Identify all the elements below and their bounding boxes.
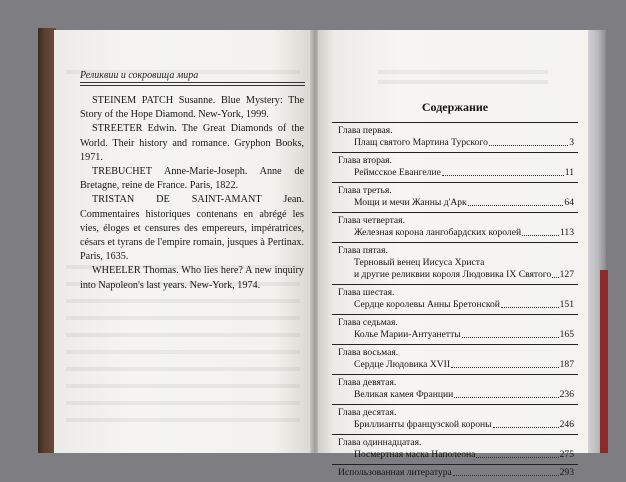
toc-chapter-label: Глава вторая. bbox=[338, 155, 392, 166]
bleed-through bbox=[66, 299, 300, 303]
toc-leader bbox=[462, 329, 559, 338]
toc-line-text: Использованная литература bbox=[338, 467, 452, 478]
bleed-through bbox=[66, 418, 300, 422]
bleed-through bbox=[66, 316, 300, 320]
toc-chapter-label: Глава одиннадцатая. bbox=[338, 437, 422, 448]
toc-chapter-label: Глава третья. bbox=[338, 185, 392, 196]
toc-entries bbox=[332, 123, 578, 465]
toc-leader bbox=[451, 359, 559, 368]
toc-line bbox=[332, 197, 578, 209]
bibliography-item: STREETER Edwin. The Great Diamonds of the World. Their history and romance. Gryphon Books, 1971. bbox=[80, 123, 304, 163]
toc-chapter-label: Глава шестая. bbox=[338, 287, 395, 298]
toc-page-number: 127 bbox=[559, 269, 574, 280]
toc-leader bbox=[493, 419, 559, 428]
toc-leader bbox=[468, 197, 564, 206]
toc-line-text: Реймсское Евангелие bbox=[354, 167, 441, 178]
toc-page-number: 293 bbox=[559, 467, 574, 478]
toc-line-text: Мощи и мечи Жанны д'Арк bbox=[354, 197, 467, 208]
toc-chapter-label: Глава первая. bbox=[338, 125, 393, 136]
toc-line bbox=[332, 299, 578, 311]
bibliography-item: TRISTAN DE SAINT-AMANT Jean. Commentaires historiques contenans en abrégé les vies, éloges et censures des empereurs, impératrices, césars et tyrans de l'empire romain, jusques à Pertinax. Paris, 1635. bbox=[80, 194, 304, 263]
toc-title: Содержание bbox=[421, 100, 489, 114]
toc-line bbox=[332, 449, 578, 461]
toc-page-number: 11 bbox=[564, 167, 574, 178]
toc-page-number: 275 bbox=[559, 449, 574, 460]
toc-page-number: 3 bbox=[569, 137, 574, 148]
toc-page-number bbox=[574, 257, 578, 269]
toc-leader bbox=[489, 137, 568, 146]
toc-line-text: Терновый венец Иисуса Христа bbox=[354, 257, 485, 268]
toc-line-text: Сердце Людовика XVII bbox=[354, 359, 451, 370]
toc-page-number: 165 bbox=[559, 329, 574, 340]
toc-line-text: Посмертная маска Наполеона bbox=[354, 449, 476, 460]
toc-line bbox=[332, 329, 578, 341]
toc-line-text: Великая камея Франции bbox=[354, 389, 454, 400]
toc-leader bbox=[453, 467, 559, 476]
toc-line-text: Сердце королевы Анны Бретонской bbox=[354, 299, 500, 310]
toc-leader bbox=[522, 227, 559, 236]
toc-chapter-label: Глава пятая. bbox=[338, 245, 388, 256]
toc-line-text: Колье Марии-Антуанетты bbox=[354, 329, 461, 340]
toc-entry[interactable] bbox=[332, 435, 578, 464]
bleed-through bbox=[66, 333, 300, 337]
toc-line bbox=[332, 227, 578, 239]
toc-leader bbox=[552, 269, 558, 278]
toc-entry[interactable] bbox=[332, 123, 578, 152]
toc-chapter-label: Глава десятая. bbox=[338, 407, 397, 418]
toc-chapter-label: Глава седьмая. bbox=[338, 317, 398, 328]
toc-entry[interactable] bbox=[332, 153, 578, 182]
bleed-through bbox=[378, 80, 548, 84]
toc-entry[interactable] bbox=[332, 183, 578, 212]
toc-line-text: и другие реликвии короля Людовика IX Святого bbox=[354, 269, 552, 280]
toc-entry[interactable] bbox=[332, 345, 578, 374]
table-of-contents bbox=[332, 100, 578, 482]
bleed-through bbox=[66, 401, 300, 405]
bibliography bbox=[80, 94, 304, 293]
toc-line bbox=[332, 257, 578, 269]
toc-entry[interactable] bbox=[332, 405, 578, 434]
toc-entry[interactable] bbox=[332, 315, 578, 344]
cover-red-stripe bbox=[600, 270, 608, 453]
bibliography-item: TREBUCHET Anne-Marie-Joseph. Anne de Bretagne, reine de France. Paris, 1822. bbox=[80, 166, 304, 192]
toc-page-number: 113 bbox=[559, 227, 574, 238]
toc-line bbox=[332, 389, 578, 401]
running-head: Реликвии и сокровища мира bbox=[80, 70, 305, 83]
bleed-through bbox=[378, 70, 548, 74]
toc-chapter-label: Глава девятая. bbox=[338, 377, 397, 388]
toc-entry[interactable] bbox=[332, 465, 578, 482]
toc-line bbox=[332, 137, 578, 149]
toc-chapter-label: Глава восьмая. bbox=[338, 347, 399, 358]
bibliography-item: STEINEM PATCH Susanne. Blue Mystery: The Story of the Hope Diamond. New-York, 1999. bbox=[80, 95, 304, 121]
toc-line bbox=[332, 419, 578, 431]
toc-leader bbox=[501, 299, 559, 308]
toc-page-number: 236 bbox=[559, 389, 574, 400]
toc-line bbox=[332, 269, 578, 281]
toc-entry[interactable] bbox=[332, 375, 578, 404]
toc-leader bbox=[442, 167, 564, 176]
bleed-through bbox=[66, 350, 300, 354]
toc-leader bbox=[476, 449, 558, 458]
toc-page-number: 246 bbox=[559, 419, 574, 430]
toc-leader bbox=[454, 389, 558, 398]
toc-line-text: Плащ святого Мартина Турского bbox=[354, 137, 488, 148]
toc-line bbox=[332, 359, 578, 371]
toc-chapter-label: Глава четвертая. bbox=[338, 215, 405, 226]
bleed-through bbox=[66, 384, 300, 388]
toc-page-number: 151 bbox=[559, 299, 574, 310]
toc-entry[interactable] bbox=[332, 243, 578, 284]
toc-line-text: Бриллианты французской короны bbox=[354, 419, 492, 430]
toc-entry[interactable] bbox=[332, 285, 578, 314]
toc-line bbox=[332, 167, 578, 179]
toc-leader bbox=[485, 257, 573, 266]
toc-page-number: 64 bbox=[564, 197, 574, 208]
bleed-through bbox=[66, 367, 300, 371]
toc-line-text: Железная корона лангобардских королей bbox=[354, 227, 522, 238]
toc-entry[interactable] bbox=[332, 213, 578, 242]
toc-page-number: 187 bbox=[559, 359, 574, 370]
toc-line bbox=[332, 467, 578, 479]
bibliography-item: WHEELER Thomas. Who lies here? A new inquiry into Napoleon's last years. New-York, 1974. bbox=[80, 265, 304, 291]
